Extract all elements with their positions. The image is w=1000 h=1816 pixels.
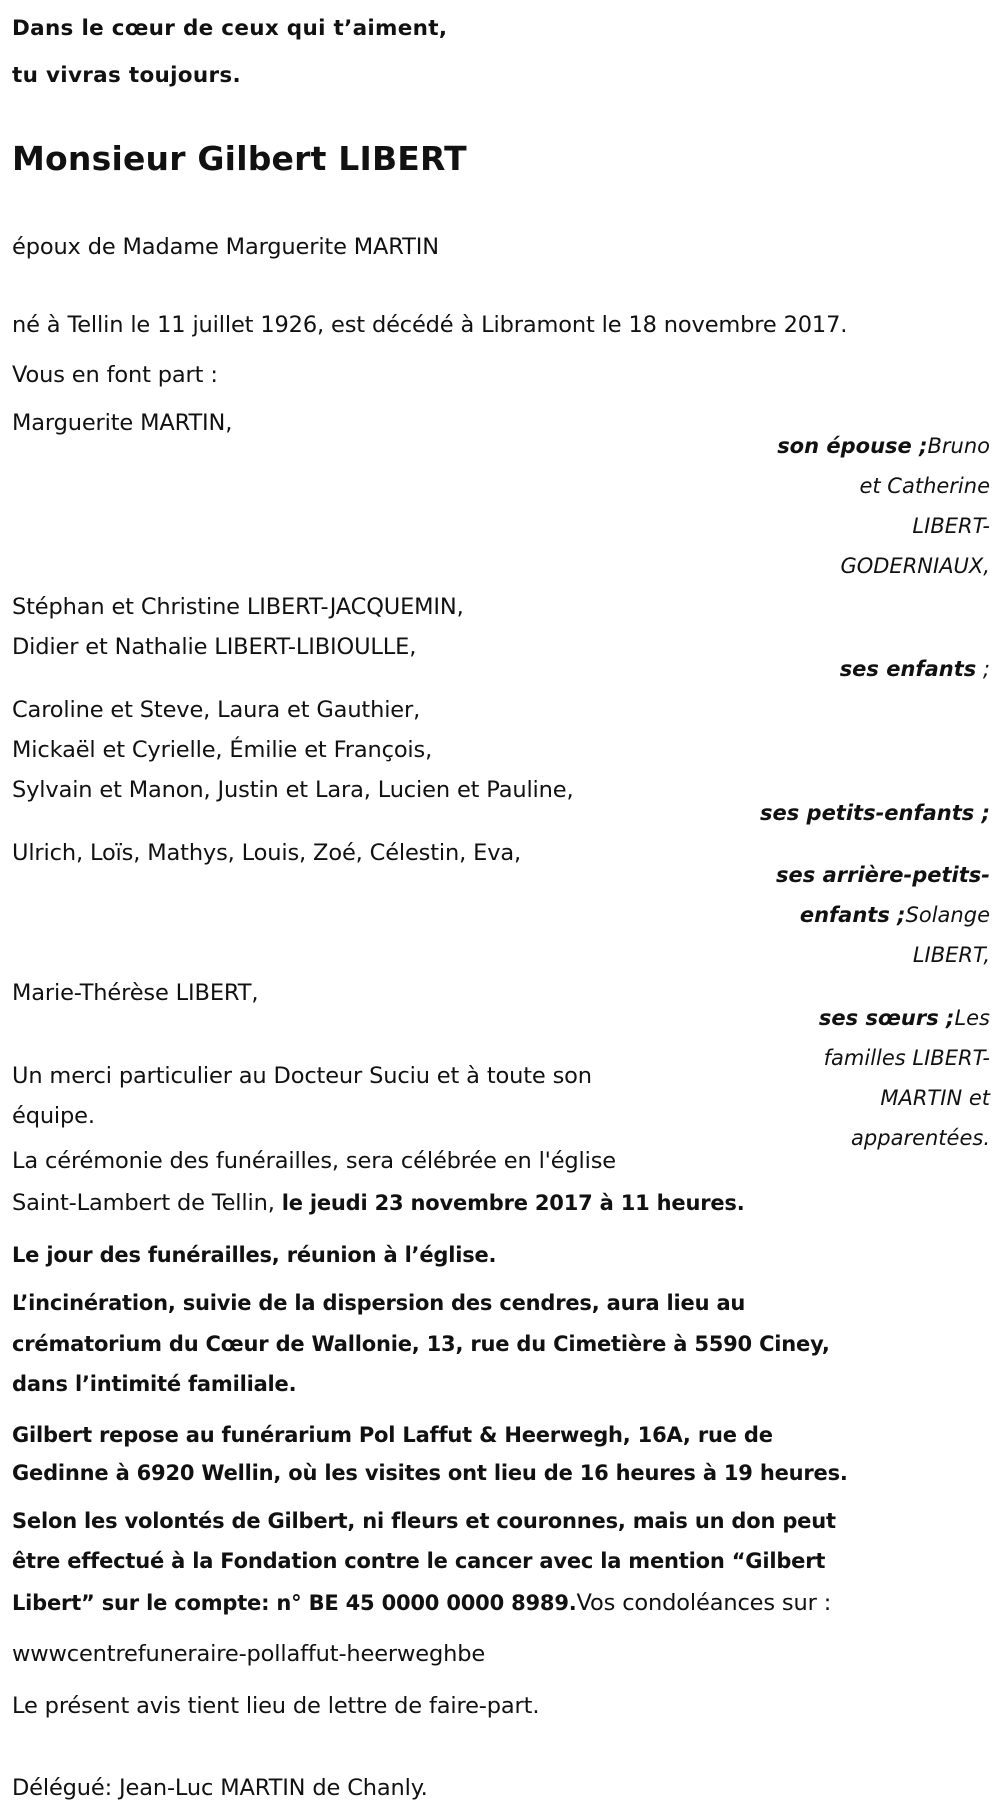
cremation-line-2: crématorium du Cœur de Wallonie, 13, rue du Cimetière à 5590 Ciney, — [12, 1332, 830, 1356]
donation-line-2: être effectué à la Fondation contre le cancer avec la mention “Gilbert — [12, 1549, 826, 1573]
birth-death-line: né à Tellin le 11 juillet 1926, est décédé à Libramont le 18 novembre 2017. — [12, 312, 848, 338]
relation-label: enfants ; — [799, 903, 906, 927]
relation-text: Bruno — [927, 434, 990, 458]
epigraph-line-1: Dans le cœur de ceux qui t’aiment, — [12, 16, 448, 41]
relation-text: GODERNIAUX, — [840, 554, 990, 578]
ceremony-line-1: La cérémonie des funérailles, sera célébrée en l'église — [12, 1148, 616, 1174]
donation-line-3 — [12, 1592, 831, 1615]
relation-text: familles LIBERT- — [823, 1046, 990, 1070]
relation-text: et Catherine — [859, 474, 990, 498]
relation-petits-enfants: ses petits-enfants ; — [759, 801, 990, 825]
family-member: Stéphan et Christine LIBERT-JACQUEMIN, — [12, 594, 464, 620]
relation-text: LIBERT- — [912, 514, 990, 538]
page-title: Monsieur Gilbert LIBERT — [12, 139, 467, 178]
relation-soeurs — [819, 1008, 990, 1029]
thanks-line-2: équipe. — [12, 1103, 95, 1129]
relation-text: Solange — [905, 903, 990, 927]
ceremony-place: Saint-Lambert de Tellin, — [12, 1190, 282, 1216]
relation-separator: ; — [976, 657, 990, 681]
relation-label: son épouse ; — [777, 434, 928, 458]
relation-text: MARTIN et — [880, 1086, 990, 1110]
spouse-line: époux de Madame Marguerite MARTIN — [12, 234, 439, 260]
relation-label: ses sœurs ; — [818, 1006, 955, 1030]
ceremony-line-2 — [12, 1192, 744, 1215]
family-member: Didier et Nathalie LIBERT-LIBIOULLE, — [12, 634, 417, 660]
family-member: Sylvain et Manon, Justin et Lara, Lucien et Pauline, — [12, 777, 574, 803]
relation-text: LIBERT, — [912, 943, 990, 967]
family-member: Mickaël et Cyrielle, Émilie et François, — [12, 737, 433, 763]
cremation-line-1: L’incinération, suivie de la dispersion des cendres, aura lieu au — [12, 1291, 746, 1315]
ceremony-datetime: le jeudi 23 novembre 2017 à 11 heures. — [281, 1191, 745, 1215]
family-member: Marie-Thérèse LIBERT, — [12, 980, 259, 1006]
family-member: Caroline et Steve, Laura et Gauthier, — [12, 697, 421, 723]
notice-line: Le présent avis tient lieu de lettre de faire-part. — [12, 1693, 540, 1719]
condolences-label: Vos condoléances sur : — [576, 1590, 832, 1616]
gathering-line: Le jour des funérailles, réunion à l’église. — [12, 1243, 497, 1267]
delegate-line: Délégué: Jean-Luc MARTIN de Chanly. — [12, 1775, 428, 1801]
family-member: Ulrich, Loïs, Mathys, Louis, Zoé, Célestin, Eva, — [12, 840, 522, 866]
announcers-intro: Vous en font part : — [12, 362, 218, 388]
relation-text: apparentées. — [851, 1126, 990, 1150]
family-member: Marguerite MARTIN, — [12, 410, 233, 436]
relation-enfants — [840, 659, 990, 680]
website-link[interactable]: wwwcentrefuneraire-pollaffut-heerweghbe — [12, 1641, 486, 1667]
bank-account: Libert” sur le compte: n° BE 45 0000 0000 8989. — [12, 1591, 577, 1615]
epigraph-line-2: tu vivras toujours. — [12, 63, 241, 88]
funerarium-line-1: Gilbert repose au funérarium Pol Laffut & Heerwegh, 16A, rue de — [12, 1423, 773, 1447]
relation-text: Les — [954, 1006, 990, 1030]
thanks-line-1: Un merci particulier au Docteur Suciu et à toute son — [12, 1063, 592, 1089]
relation-arriere-petits-enfants: ses arrière-petits- — [776, 863, 990, 887]
relation-arriere-cont — [800, 905, 990, 926]
donation-line-1: Selon les volontés de Gilbert, ni fleurs et couronnes, mais un don peut — [12, 1509, 836, 1533]
funerarium-line-2: Gedinne à 6920 Wellin, où les visites ont lieu de 16 heures à 19 heures. — [12, 1461, 848, 1485]
cremation-line-3: dans l’intimité familiale. — [12, 1372, 297, 1396]
relation-label: ses enfants — [839, 657, 977, 681]
relation-epouse — [777, 436, 990, 457]
